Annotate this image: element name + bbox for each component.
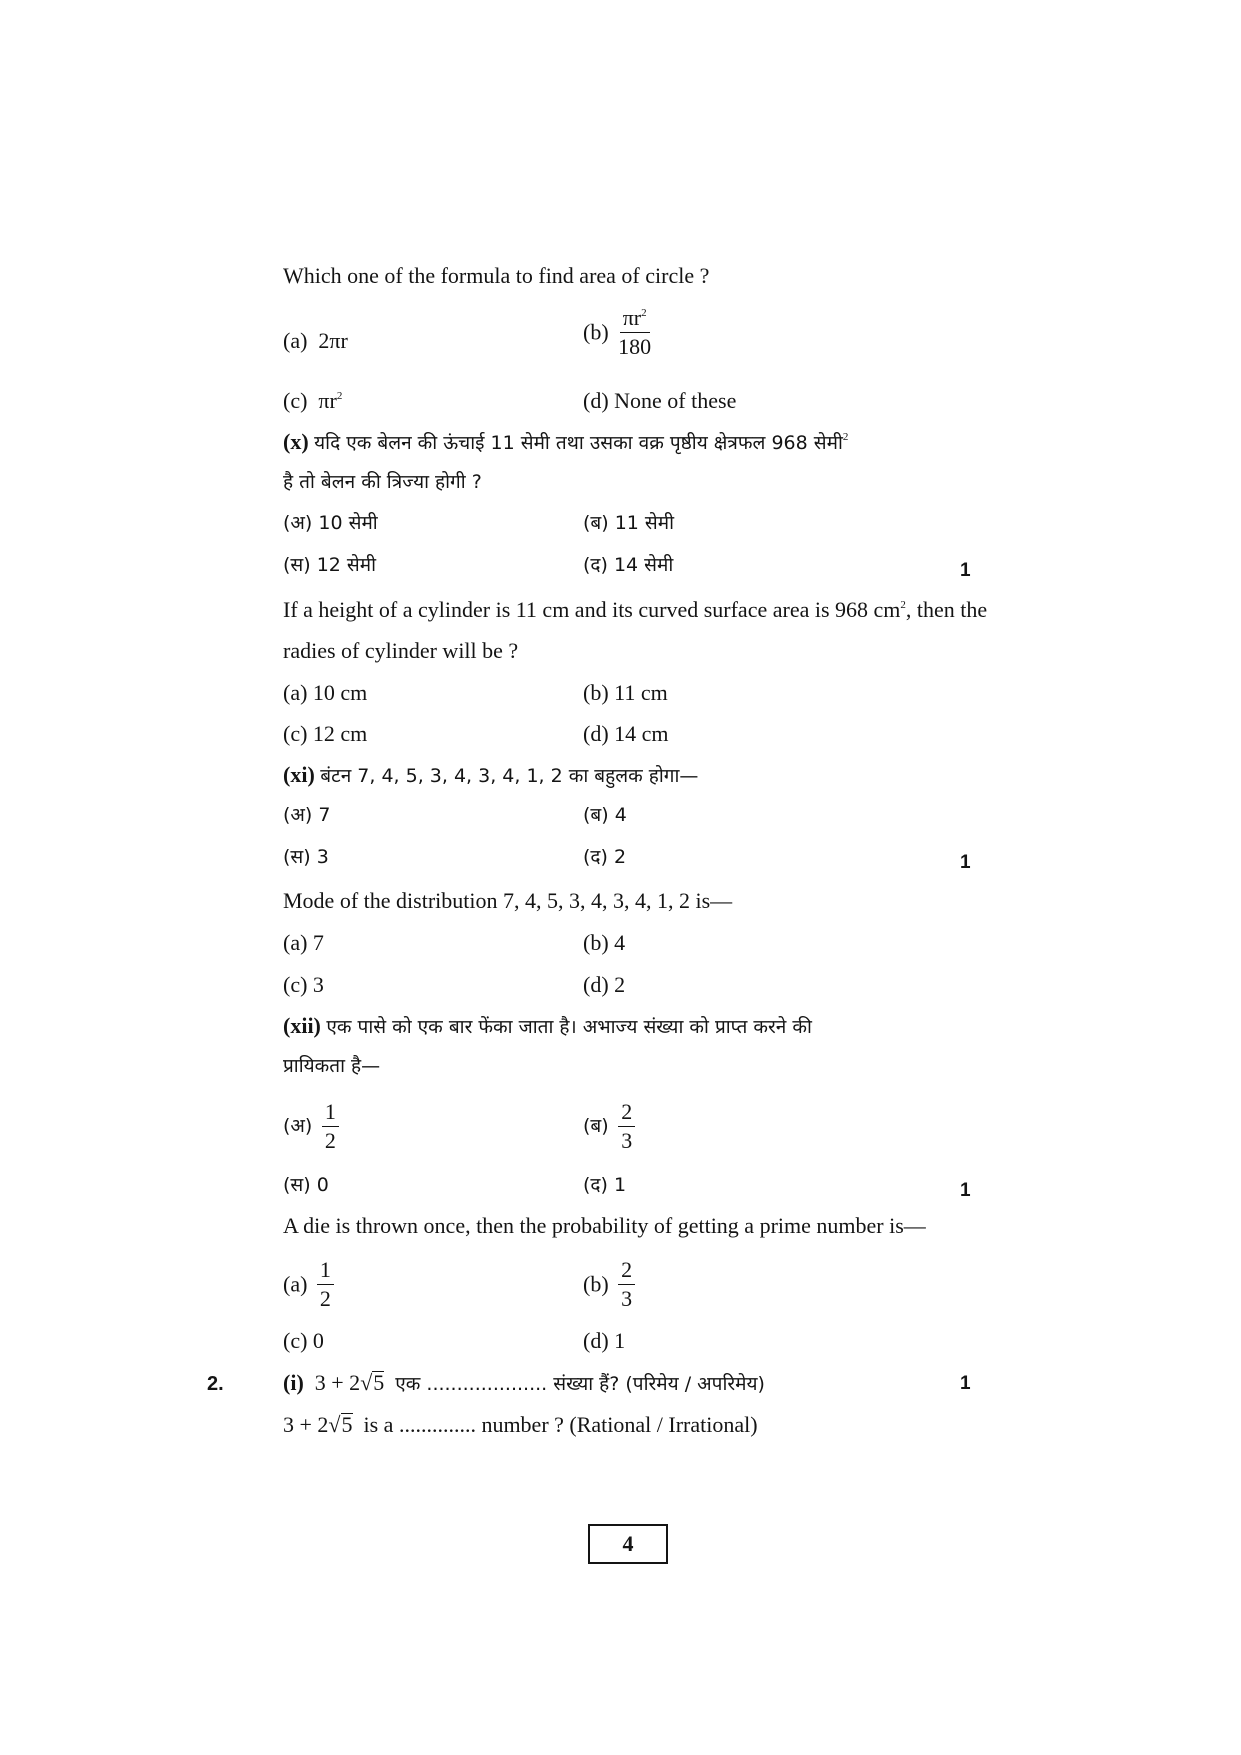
marks: 1 (960, 560, 971, 581)
option-hi-d: (द) 1 (583, 1174, 627, 1196)
option-a: (a) $\frac{1}{2}$ (283, 1258, 334, 1311)
option-hi-a: (अ) 7 (283, 804, 331, 826)
option-b: (b) 11 cm (583, 680, 668, 705)
fraction: $\frac{2}{3}$ (618, 1258, 635, 1311)
option-b: (b) $\frac{\pi r^2}{180}$ (583, 305, 652, 360)
question-xi-english: Mode of the distribution 7, 4, 5, 3, 4, 3, 4, 1, 2 is— (283, 888, 733, 913)
option-c: (c) 12 cm (283, 721, 368, 746)
option-c: (c) 3 (283, 972, 324, 997)
fraction: $\frac{\pi r^2}{180}$ (618, 305, 652, 360)
question-x-hindi-line2: है तो बेलन की त्रिज्या होगी ? (283, 471, 482, 493)
option-hi-a: (अ) 10 सेमी (283, 512, 378, 534)
fraction: $\frac{1}{2}$ (322, 1100, 339, 1153)
option-b: (b) 4 (583, 930, 626, 955)
option-hi-c: (स) 12 सेमी (283, 554, 377, 576)
question-xii-hindi-line1: (xii) एक पासे को एक बार फेंका जाता है। अभाज्य संख्या को प्राप्त करने की (283, 1013, 812, 1038)
fraction: $\frac{1}{2}$ (317, 1258, 334, 1311)
option-d: (d) 2 (583, 972, 626, 997)
option-d: (d) 14 cm (583, 721, 669, 746)
option-d: (d) None of these (583, 388, 737, 413)
option-a: (a) 2πr (283, 328, 348, 353)
option-hi-c: (स) 0 (283, 1174, 329, 1196)
question-xii-english: A die is thrown once, then the probability of getting a prime number is— (283, 1213, 926, 1238)
question-2i-english: 3 + 2√5 is a .............. number ? (Rational / Irrational) (283, 1412, 758, 1437)
option-hi-b: (ब) 11 सेमी (583, 512, 675, 534)
option-hi-b: (ब) $\frac{2}{3}$ (583, 1100, 635, 1153)
question-area-circle: Which one of the formula to find area of circle ? (283, 263, 710, 288)
sqrt-icon: √ (328, 1412, 341, 1437)
option-a: (a) 10 cm (283, 680, 368, 705)
option-a: (a) 7 (283, 930, 324, 955)
page-number: 4 (588, 1524, 668, 1564)
sqrt-icon: √ (360, 1370, 373, 1395)
question-number: 2. (207, 1373, 224, 1395)
marks: 1 (960, 852, 971, 873)
option-b: (b) $\frac{2}{3}$ (583, 1258, 635, 1311)
option-hi-d: (द) 2 (583, 846, 627, 868)
option-hi-a: (अ) $\frac{1}{2}$ (283, 1100, 339, 1153)
question-2i-hindi: (i) 3 + 2√5 एक .................... संख्या हैं? (परिमेय / अपरिमेय) (283, 1370, 765, 1395)
fraction: $\frac{2}{3}$ (618, 1100, 635, 1153)
question-x-english-line1: If a height of a cylinder is 11 cm and its curved surface area is 968 $cm^2$, then the (283, 597, 988, 622)
marks: 1 (960, 1373, 971, 1394)
option-hi-d: (द) 14 सेमी (583, 554, 674, 576)
option-d: (d) 1 (583, 1328, 626, 1353)
option-hi-c: (स) 3 (283, 846, 329, 868)
marks: 1 (960, 1180, 971, 1201)
question-x-english-line2: radies of cylinder will be ? (283, 638, 519, 663)
option-c: (c) 0 (283, 1328, 324, 1353)
option-hi-b: (ब) 4 (583, 804, 627, 826)
question-xii-hindi-line2: प्रायिकता है— (283, 1055, 381, 1077)
question-xi-hindi: (xi) बंटन 7, 4, 5, 3, 4, 3, 4, 1, 2 का बहुलक होगा— (283, 762, 699, 787)
question-x-hindi-line1: (x) यदि एक बेलन की ऊंचाई 11 सेमी तथा उसका वक्र पृष्ठीय क्षेत्रफल 968 सेमी$^2$ (283, 429, 849, 454)
option-c: (c) $\pi r^2$ (283, 388, 343, 413)
